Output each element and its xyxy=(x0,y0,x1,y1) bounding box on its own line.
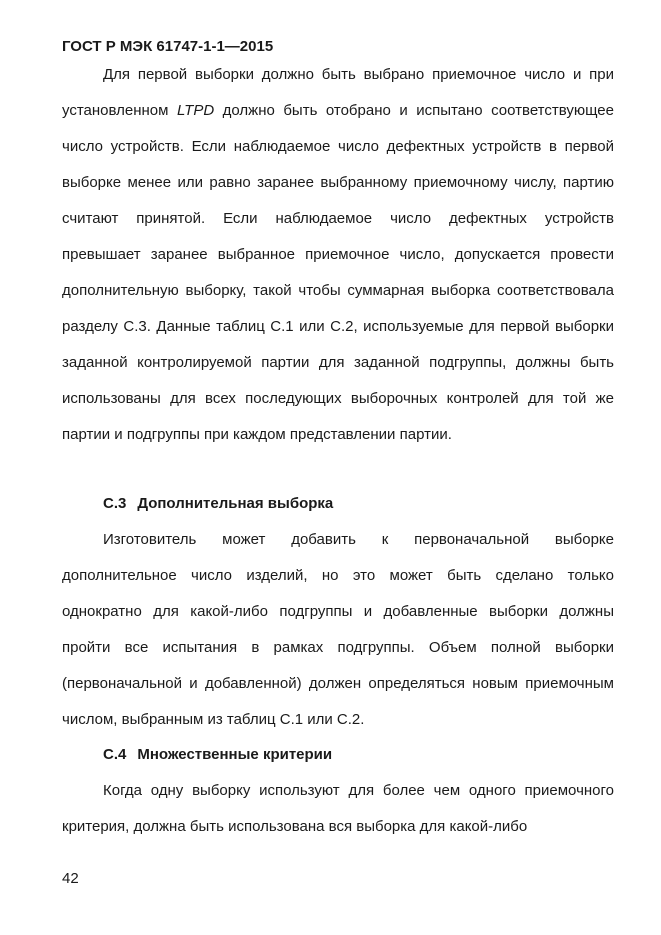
paragraph-additional-sample: Изготовитель может добавить к первоначальной выборке дополнительное число изделий, но это может быть сделано только однократно для какой-либо подгруппы и добавленные выборки должны пройти все испытания в рамках подгруппы. Объем полной выборки (первоначальной и добавленной) должен определяться новым приемочным числом, выбранным из таблиц С.1 или С.2. xyxy=(62,531,614,728)
section-heading-c3 xyxy=(103,494,333,514)
section-number: С.3 xyxy=(103,495,127,512)
document-code-header: ГОСТ Р МЭК 61747-1-1—2015 xyxy=(62,38,274,55)
paragraph-text: должно быть отобрано и испытано соответствующее число устройств. Если наблюдаемое число дефектных устройств в первой выборке менее или равно заранее выбранному приемочному числу, партию считают принятой. Если наблюдаемое число дефектных устройств превышает заранее выбранное приемочное число, допускается провести дополнительную выборку, такой чтобы суммарная выборка соответствовала разделу С.3. Данные таблиц С.1 или С.2, используемые для первой выборки заданной контролируемой партии для заданной подгруппы, должны быть использованы для всех последующих выборочных контролей для той же партии и подгруппы при каждом представлении партии. xyxy=(62,102,614,443)
section-title: Множественные критерии xyxy=(137,746,333,763)
page-number: 42 xyxy=(62,870,79,887)
section-title: Дополнительная выборка xyxy=(137,495,334,512)
paragraph-multiple-criteria: Когда одну выборку используют для более чем одного приемочного критерия, должна быть использована вся выборка для какой-либо xyxy=(62,782,614,835)
section-heading-c4 xyxy=(103,745,332,765)
paragraph-text: Для первой выборки должно быть выбрано приемочное число и при установленном xyxy=(62,66,614,119)
paragraph-first-sample xyxy=(62,57,614,453)
section-number: С.4 xyxy=(103,746,127,763)
ltpd-term: LTPD xyxy=(176,102,215,119)
